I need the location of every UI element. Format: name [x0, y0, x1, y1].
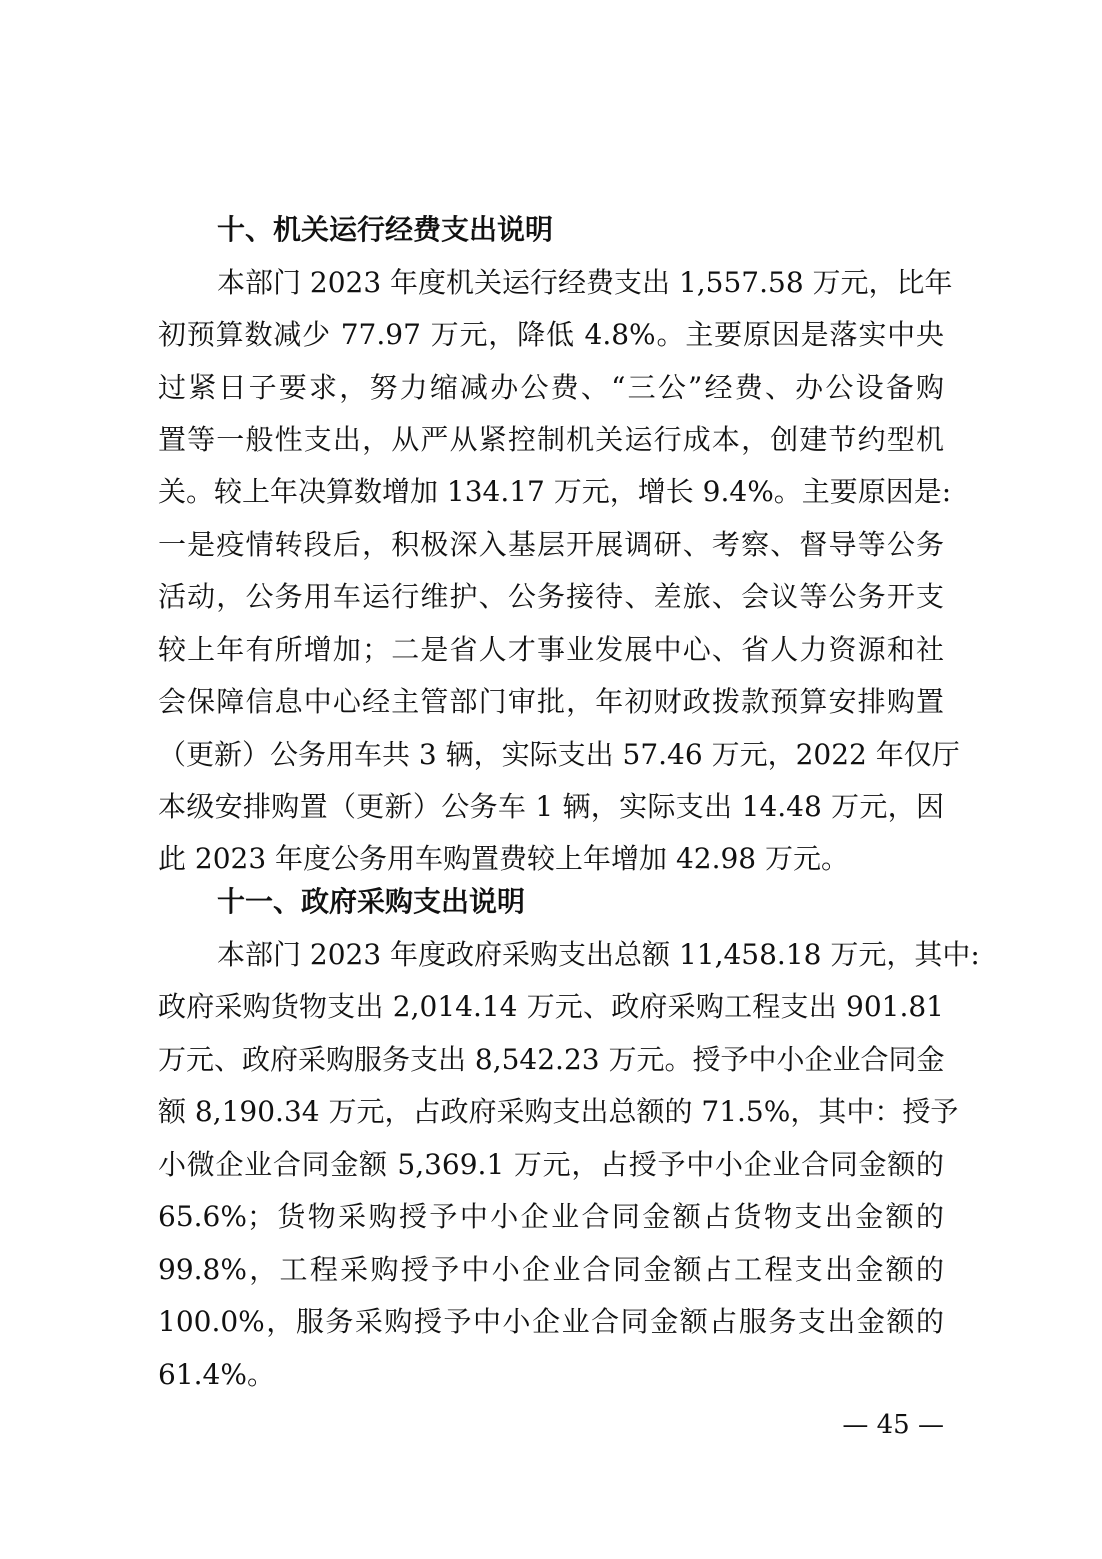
page-number: — 45 — — [842, 1410, 944, 1440]
paragraph-line: 本部门 2023 年度机关运行经费支出 1,557.58 万元，比年 — [217, 266, 953, 299]
paragraph-line: 过紧日子要求，努力缩减办公费、“三公”经费、办公设备购 — [158, 371, 944, 404]
paragraph-line: 一是疫情转段后，积极深入基层开展调研、考察、督导等公务 — [158, 528, 944, 561]
paragraph-line: 61.4%。 — [158, 1358, 275, 1391]
paragraph-line: 关。较上年决算数增加 134.17 万元，增长 9.4%。主要原因是: — [158, 475, 952, 508]
paragraph-line: 99.8%，工程采购授予中小企业合同金额占工程支出金额的 — [158, 1253, 944, 1286]
paragraph-line: 额 8,190.34 万元，占政府采购支出总额的 71.5%，其中：授予 — [158, 1095, 959, 1128]
paragraph-line: 小微企业合同金额 5,369.1 万元，占授予中小企业合同金额的 — [158, 1148, 944, 1181]
section-heading-11: 十一、政府采购支出说明 — [217, 885, 526, 918]
paragraph-line: 此 2023 年度公务用车购置费较上年增加 42.98 万元。 — [158, 842, 850, 875]
paragraph-line: 初预算数减少 77.97 万元，降低 4.8%。主要原因是落实中央 — [158, 318, 944, 351]
paragraph-line: （更新）公务用车共 3 辆，实际支出 57.46 万元，2022 年仅厅 — [158, 738, 960, 771]
paragraph-line: 本部门 2023 年度政府采购支出总额 11,458.18 万元，其中: — [217, 938, 980, 971]
paragraph-line: 活动，公务用车运行维护、公务接待、差旅、会议等公务开支 — [158, 580, 944, 613]
paragraph-line: 较上年有所增加；二是省人才事业发展中心、省人力资源和社 — [158, 633, 944, 666]
paragraph-line: 会保障信息中心经主管部门审批，年初财政拨款预算安排购置 — [158, 685, 944, 718]
paragraph-line: 100.0%，服务采购授予中小企业合同金额占服务支出金额的 — [158, 1305, 944, 1338]
paragraph-line: 65.6%；货物采购授予中小企业合同金额占货物支出金额的 — [158, 1200, 944, 1233]
paragraph-line: 本级安排购置（更新）公务车 1 辆，实际支出 14.48 万元，因 — [158, 790, 944, 823]
paragraph-line: 置等一般性支出，从严从紧控制机关运行成本，创建节约型机 — [158, 423, 944, 456]
section-heading-10: 十、机关运行经费支出说明 — [217, 213, 554, 246]
paragraph-line: 政府采购货物支出 2,014.14 万元、政府采购工程支出 901.81 — [158, 990, 944, 1023]
paragraph-line: 万元、政府采购服务支出 8,542.23 万元。授予中小企业合同金 — [158, 1043, 945, 1076]
